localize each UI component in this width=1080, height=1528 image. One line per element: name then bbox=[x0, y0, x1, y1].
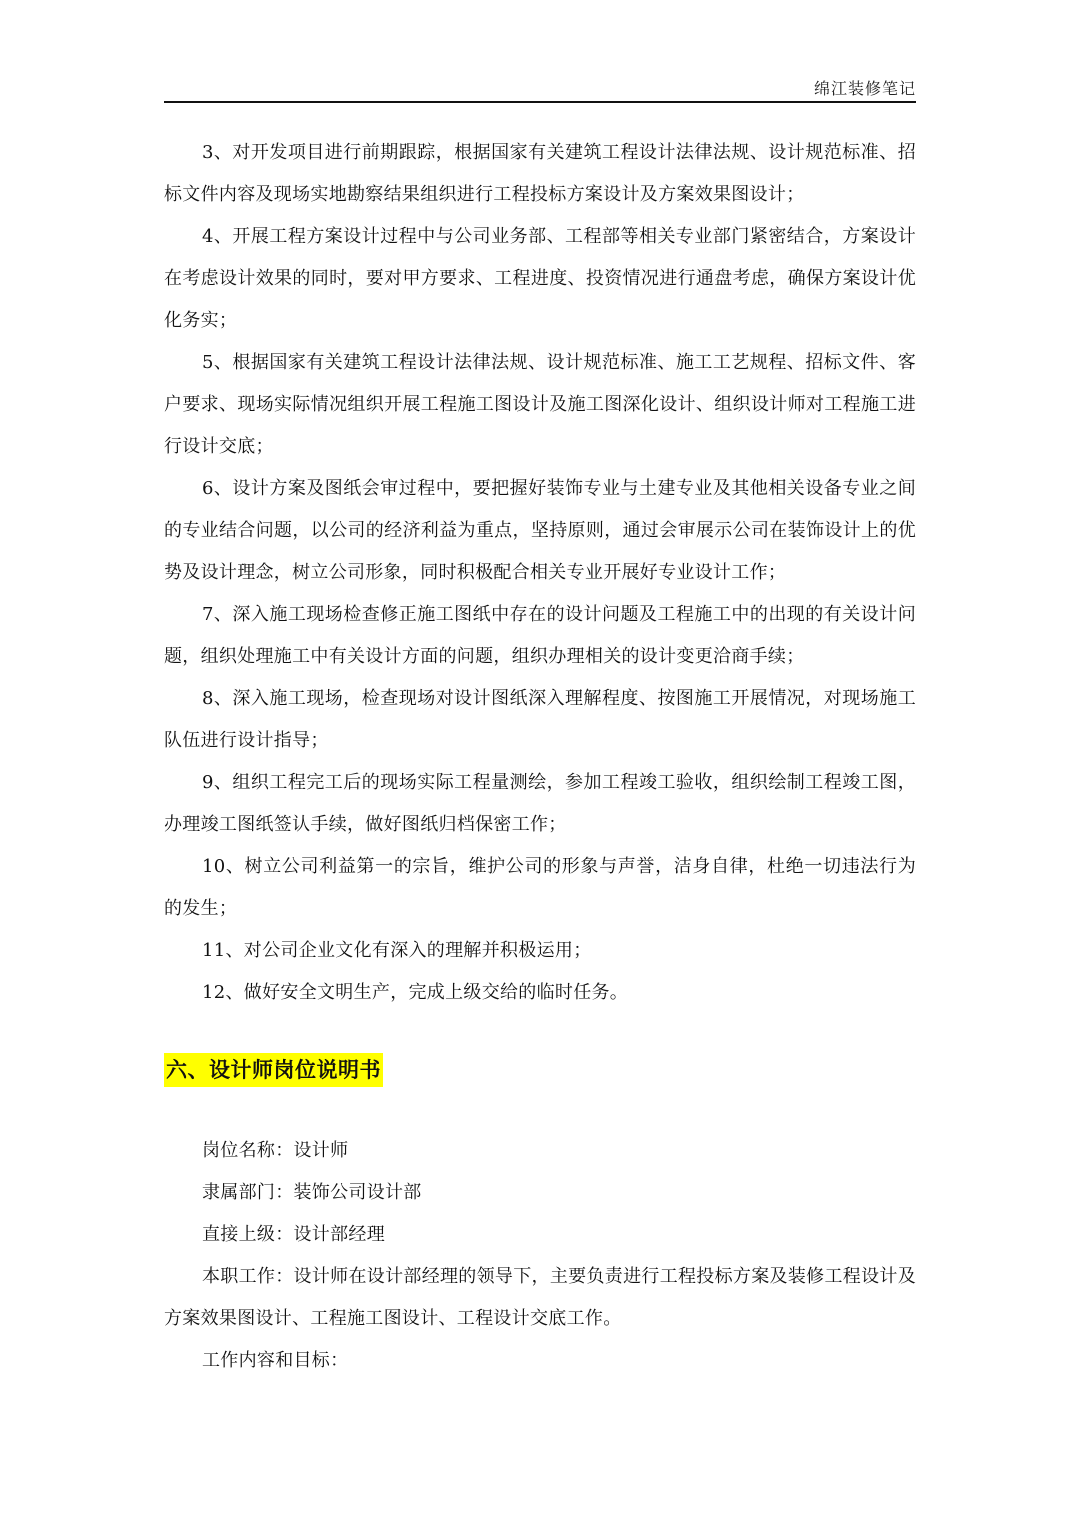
paragraph: 5、根据国家有关建筑工程设计法律法规、设计规范标准、施工工艺规程、招标文件、客户要求、现场实际情况组织开展工程施工图设计及施工图深化设计、组织设计师对工程施工进行设计交底； bbox=[164, 352, 916, 457]
header-title: 绵江装修笔记 bbox=[813, 79, 916, 98]
field-position-name: 岗位名称：设计师 bbox=[202, 1140, 349, 1161]
paragraph: 9、组织工程完工后的现场实际工程量测绘，参加工程竣工验收，组织绘制工程竣工图，办理竣工图纸签认手续，做好图纸归档保密工作； bbox=[164, 772, 916, 835]
paragraph: 12、做好安全文明生产，完成上级交给的临时任务。 bbox=[202, 982, 629, 1003]
paragraph: 4、开展工程方案设计过程中与公司业务部、工程部等相关专业部门紧密结合，方案设计在考虑设计效果的同时，要对甲方要求、工程进度、投资情况进行通盘考虑，确保方案设计优化务实； bbox=[164, 226, 916, 331]
section-spacer bbox=[164, 1100, 916, 1130]
field-supervisor: 直接上级：设计部经理 bbox=[202, 1224, 385, 1245]
paragraph: 8、深入施工现场，检查现场对设计图纸深入理解程度、按图施工开展情况，对现场施工队伍进行设计指导； bbox=[164, 688, 916, 751]
paragraph: 6、设计方案及图纸会审过程中，要把握好装饰专业与土建专业及其他相关设备专业之间的专业结合问题，以公司的经济利益为重点，坚持原则，通过会审展示公司在装饰设计上的优势及设计理念，树立公司形象，同时积极配合相关专业开展好专业设计工作； bbox=[164, 478, 916, 583]
field-duties: 本职工作：设计师在设计部经理的领导下，主要负责进行工程投标方案及装修工程设计及方案效果图设计、工程施工图设计、工程设计交底工作。 bbox=[164, 1266, 916, 1329]
field-work-content: 工作内容和目标： bbox=[202, 1350, 349, 1371]
paragraph: 10、树立公司利益第一的宗旨，维护公司的形象与声誉，洁身自律，杜绝一切违法行为的发生； bbox=[164, 856, 916, 919]
paragraph: 3、对开发项目进行前期跟踪，根据国家有关建筑工程设计法律法规、设计规范标准、招标文件内容及现场实地勘察结果组织进行工程投标方案设计及方案效果图设计； bbox=[164, 142, 916, 205]
field-department: 隶属部门：装饰公司设计部 bbox=[202, 1182, 422, 1203]
paragraph: 11、对公司企业文化有深入的理解并积极运用； bbox=[202, 940, 592, 961]
header-rule bbox=[164, 101, 916, 103]
section-title: 六、设计师岗位说明书 bbox=[164, 1053, 383, 1087]
document-body bbox=[164, 132, 916, 1382]
paragraph: 7、深入施工现场检查修正施工图纸中存在的设计问题及工程施工中的出现的有关设计问题，组织处理施工中有关设计方面的问题，组织办理相关的设计变更洽商手续； bbox=[164, 604, 916, 667]
section-heading-row bbox=[164, 1040, 916, 1100]
